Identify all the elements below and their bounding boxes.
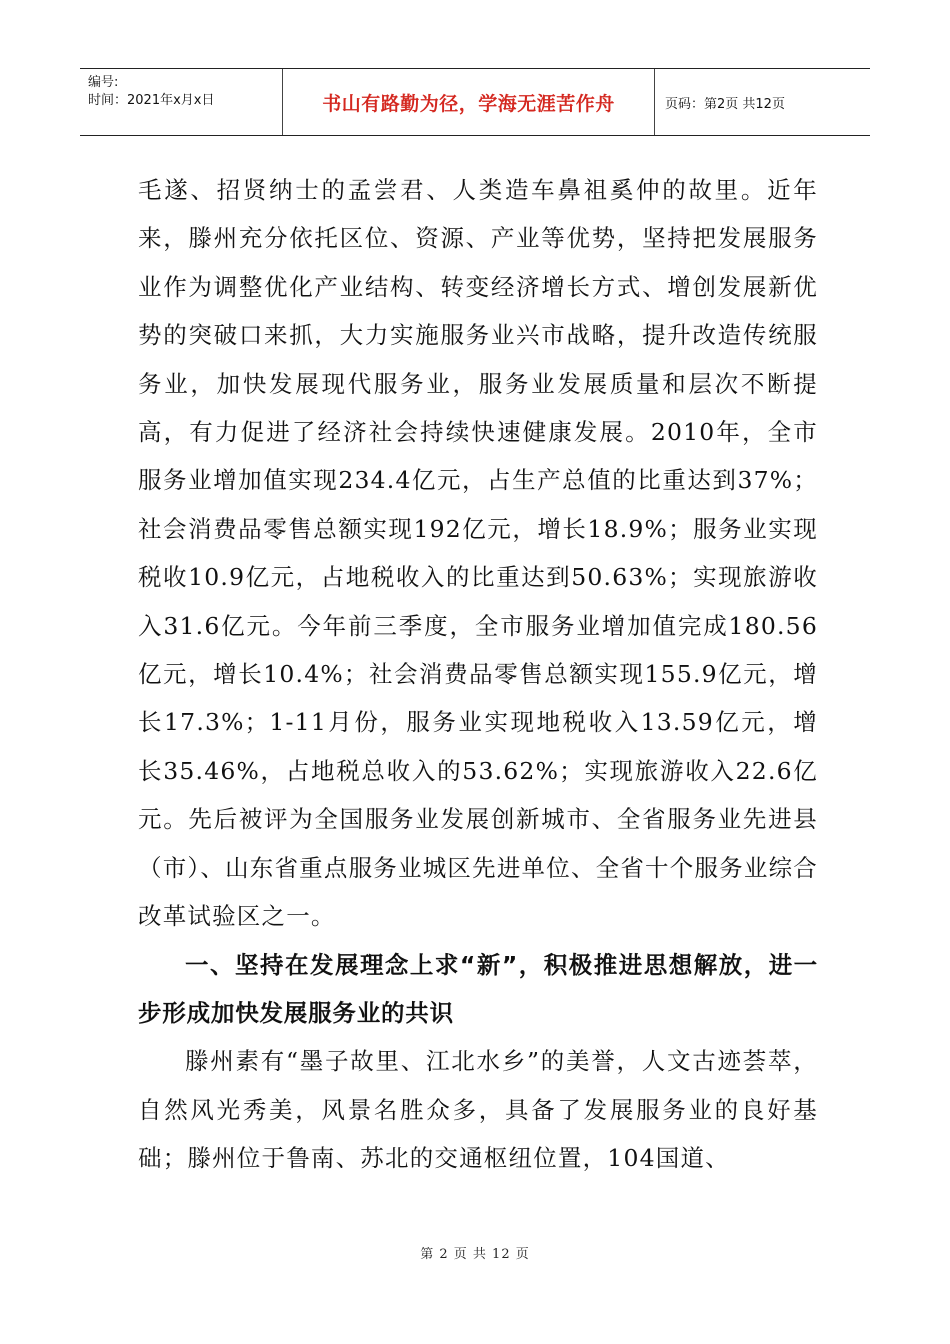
body-paragraph-2: 滕州素有“墨子故里、江北水乡”的美誉，人文古迹荟萃，自然风光秀美，风景名胜众多，具备了发展服务业的良好基础；滕州位于鲁南、苏北的交通枢纽位置，104国道、 — [138, 1047, 818, 1173]
document-body — [138, 166, 818, 1183]
time-label: 时间：2021年x月x日 — [88, 93, 215, 108]
body-paragraph-1: 毛遂、招贤纳士的孟尝君、人类造车鼻祖奚仲的故里。近年来，滕州充分依托区位、资源、产业等优势，坚持把发展服务业作为调整优化产业结构、转变经济增长方式、增创发展新优势的突破口来抓，大力实施服务业兴市战略，提升改造传统服务业，加快发展现代服务业，服务业发展质量和层次不断提高，有力促进了经济社会持续快速健康发展。2010年，全市服务业增加值实现234.4亿元，占生产总值的比重达到37%；社会消费品零售总额实现192亿元，增长18.9%；服务业实现税收10.9亿元，占地税收入的比重达到50.63%；实现旅游收入31.6亿元。今年前三季度，全市服务业增加值完成180.56亿元，增长10.4%；社会消费品零售总额实现155.9亿元，增长17.3%；1-11月份，服务业实现地税收入13.59亿元，增长35.46%，占地税总收入的53.62%；实现旅游收入22.6亿元。先后被评为全国服务业发展创新城市、全省服务业先进县（市）、山东省重点服务业城区先进单位、全省十个服务业综合改革试验区之一。 — [138, 176, 818, 931]
header-page-label: 页码：第2页 共12页 — [665, 96, 785, 112]
section-heading: 一、坚持在发展理念上求“新”，积极推进思想解放，进一步形成加快发展服务业的共识 — [138, 950, 818, 1027]
number-label: 编号: — [88, 75, 119, 90]
page-footer: 第 2 页 共 12 页 — [420, 1247, 530, 1262]
header-slogan: 书山有路勤为径，学海无涯苦作舟 — [283, 69, 655, 135]
header-meta — [80, 69, 283, 135]
page-header — [80, 68, 870, 136]
